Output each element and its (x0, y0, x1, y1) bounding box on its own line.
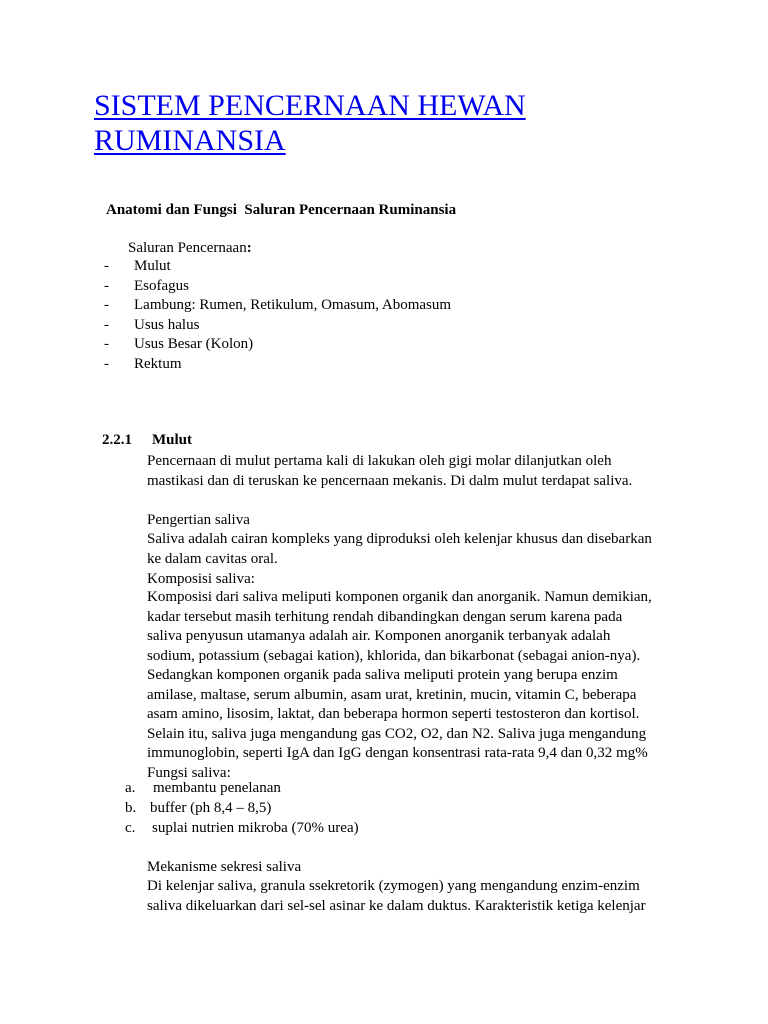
text-line: kadar tersebut masih terhitung rendah dibandingkan dengan serum karena pada (147, 608, 623, 625)
digestive-tract-colon: : (246, 240, 252, 256)
section-title: Mulut (152, 432, 193, 448)
definition-heading: Pengertian saliva (147, 512, 250, 528)
digestive-tract-label-text: Saluran Pencernaan (128, 240, 247, 256)
list-item (0, 356, 500, 376)
list-item (0, 258, 500, 278)
composition-paragraph (147, 588, 687, 764)
section-intro (147, 452, 687, 491)
list-item-text: Rektum (134, 356, 182, 372)
text-line: asam amino, lisosim, laktat, dan beberapa hormon seperti testosteron dan kortisol. (147, 706, 640, 722)
list-item-text: suplai nutrien mikroba (70% urea) (152, 820, 359, 836)
text-line: mastikasi dan di teruskan ke pencernaan mekanis. Di dalm mulut terdapat saliva. (147, 472, 633, 489)
title-line-2: RUMINANSIA (94, 124, 286, 157)
text-line: sodium, potassium (sebagai kation), khlorida, dan bikarbonat (sebagai anion-nya). (147, 647, 641, 664)
text-line: saliva dikeluarkan dari sel-sel asinar ke dalam duktus. Karakteristik ketiga kelenjar (147, 897, 646, 914)
definition-paragraph (147, 530, 687, 569)
list-marker: b. (125, 800, 137, 816)
list-item-text: Usus Besar (Kolon) (134, 336, 254, 352)
list-item (0, 317, 500, 337)
text-line: immunoglobin, seperti IgA dan IgG dengan konsentrasi rata-rata 9,4 dan 0,32 mg% (147, 745, 648, 761)
text-line: ke dalam cavitas oral. (147, 550, 278, 567)
text-line: saliva penyusun utamanya adalah air. Komponen anorganik terbanyak adalah (147, 628, 611, 644)
text-line: amilase, maltase, serum albumin, asam urat, kretinin, mucin, vitamin C, beberapa (147, 686, 637, 703)
list-item-text: membantu penelanan (153, 780, 281, 796)
text-line: Sedangkan komponen organik pada saliva meliputi protein yang berupa enzim (147, 667, 618, 683)
list-item-text: Usus halus (134, 317, 200, 333)
mechanism-paragraph (147, 877, 687, 916)
list-item (0, 278, 500, 298)
text-line: Di kelenjar saliva, granula ssekretorik (zymogen) yang mengandung enzim-enzim (147, 878, 640, 894)
list-marker: c. (125, 820, 136, 836)
title-link[interactable] (94, 89, 526, 157)
list-item-text: buffer (ph 8,4 – 8,5) (150, 800, 272, 816)
list-item-text: Lambung: Rumen, Retikulum, Omasum, Abomasum (134, 297, 452, 313)
text-line: Komposisi dari saliva meliputi komponen organik dan anorganik. Namun demikian, (147, 589, 652, 605)
function-heading: Fungsi saliva: (147, 765, 231, 781)
title-line-1: SISTEM PENCERNAAN HEWAN (94, 89, 526, 122)
section-number: 2.2.1 (102, 432, 132, 448)
composition-heading: Komposisi saliva: (147, 571, 255, 587)
list-bullet: - (104, 297, 109, 313)
list-bullet: - (104, 317, 109, 333)
digestive-tract-label (128, 238, 252, 258)
list-item (0, 297, 500, 317)
list-item (0, 336, 500, 356)
text-line: Selain itu, saliva juga mengandung gas CO2, O2, dan N2. Saliva juga mengandung (147, 725, 647, 742)
text-line: Pencernaan di mulut pertama kali di lakukan oleh gigi molar dilanjutkan oleh (147, 453, 612, 469)
list-item-text: Esofagus (134, 278, 189, 294)
list-item-text: Mulut (134, 258, 171, 274)
list-bullet: - (104, 258, 109, 274)
list-bullet: - (104, 356, 109, 372)
subheading: Anatomi dan Fungsi Saluran Pencernaan Ruminansia (106, 202, 457, 218)
document-title (94, 88, 734, 158)
list-bullet: - (104, 336, 109, 352)
list-marker: a. (125, 780, 136, 796)
list-bullet: - (104, 278, 109, 294)
text-line: Saliva adalah cairan kompleks yang diproduksi oleh kelenjar khusus dan disebarkan (147, 531, 652, 547)
mechanism-heading: Mekanisme sekresi saliva (147, 859, 302, 875)
